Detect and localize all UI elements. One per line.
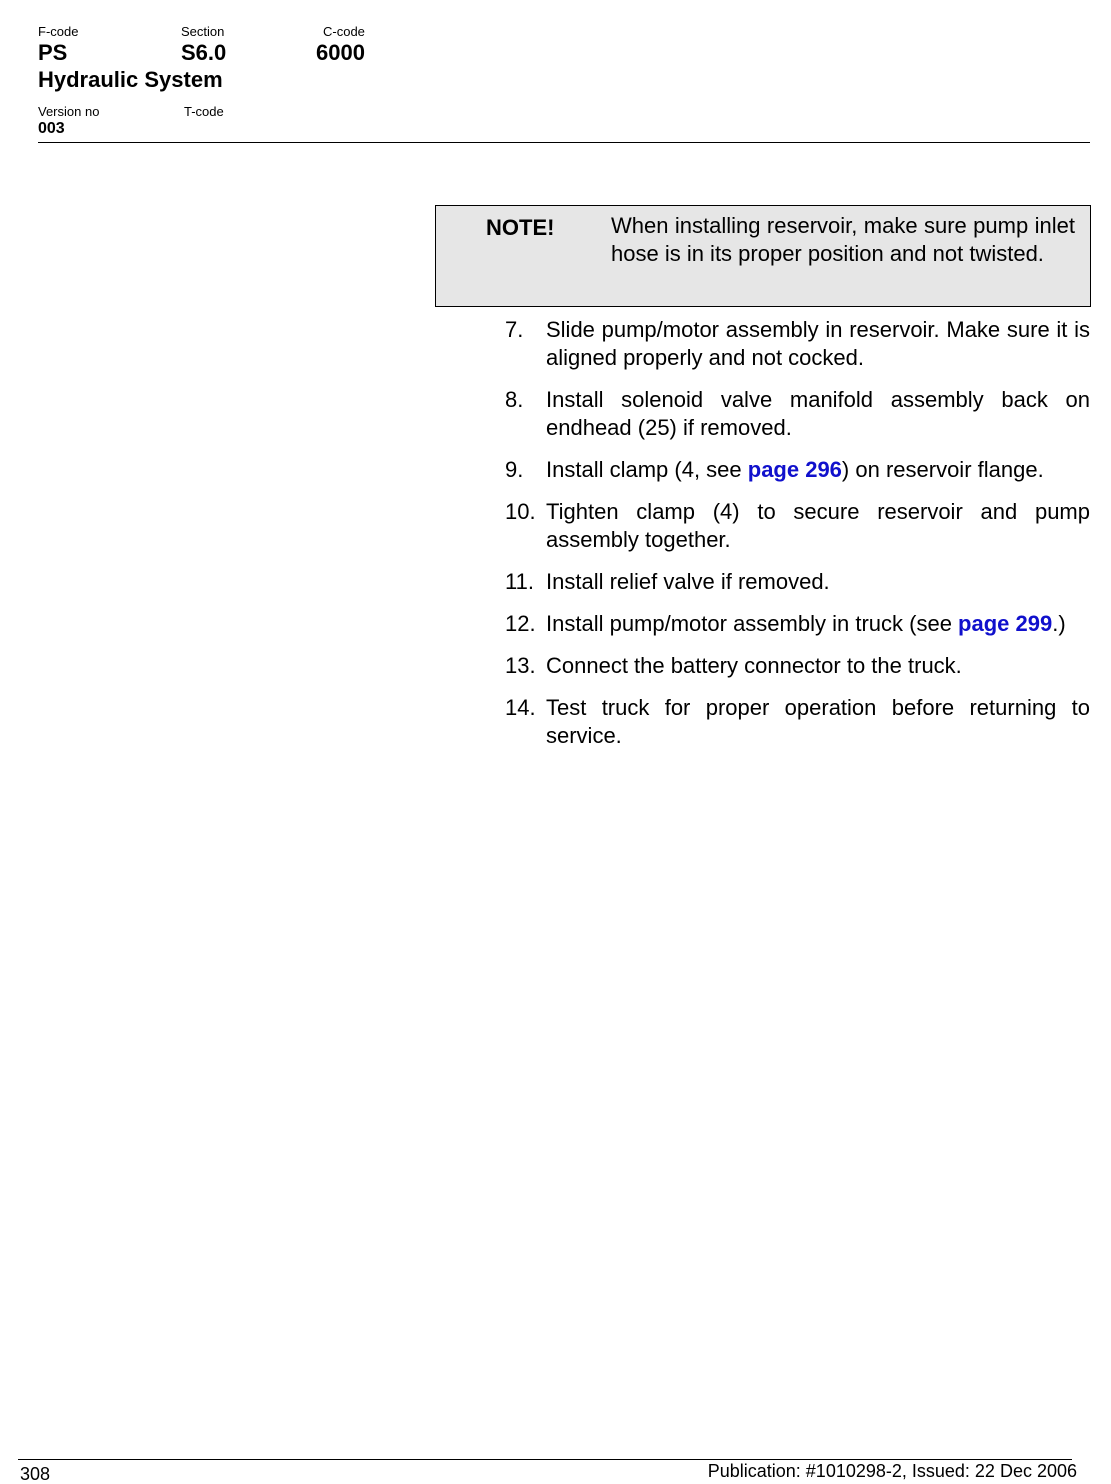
fcode-value: PS xyxy=(38,40,68,65)
step-item xyxy=(505,610,1090,638)
step-text: Connect the battery connector to the truck. xyxy=(546,653,962,678)
page-link[interactable]: page 296 xyxy=(747,457,842,482)
step-text-before: Install clamp (4, see xyxy=(546,457,748,482)
step-item xyxy=(505,652,1090,680)
step-number: 8. xyxy=(505,387,524,412)
step-number: 7. xyxy=(505,317,524,342)
step-number: 9. xyxy=(505,457,524,482)
publication-info: Publication: #1010298-2, Issued: 22 Dec 2006 xyxy=(707,1461,1077,1481)
page-title: Hydraulic System xyxy=(38,67,223,92)
step-number: 14. xyxy=(505,695,536,720)
step-text-before: Install pump/motor assembly in truck (see xyxy=(546,611,959,636)
step-number: 13. xyxy=(505,653,536,678)
note-box xyxy=(435,205,1091,307)
tcode-label: T-code xyxy=(184,104,224,119)
version-value: 003 xyxy=(38,120,65,137)
step-number: 10. xyxy=(505,499,536,524)
page-number: 308 xyxy=(20,1464,51,1484)
fcode-label: F-code xyxy=(38,24,79,39)
step-number: 12. xyxy=(505,611,536,636)
step-item xyxy=(505,694,1090,750)
step-item xyxy=(505,316,1090,372)
page-link[interactable]: page 299 xyxy=(958,611,1053,636)
step-text-after: .) xyxy=(1052,611,1066,636)
ccode-label: C-code xyxy=(323,24,365,39)
step-text-after: ) on reservoir flange. xyxy=(841,457,1044,482)
header-divider xyxy=(38,142,1090,143)
step-number: 11. xyxy=(505,569,534,594)
ccode-value: 6000 xyxy=(316,40,365,65)
step-text: Slide pump/motor assembly in reservoir. Make sure it is aligned properly and not cocked. xyxy=(546,317,1090,370)
step-text: Install relief valve if removed. xyxy=(546,569,830,594)
note-text: When installing reservoir, make sure pump inlet hose is in its proper position and not twisted. xyxy=(611,213,1075,266)
step-item xyxy=(505,568,1090,596)
section-value: S6.0 xyxy=(181,40,227,65)
step-item xyxy=(505,456,1090,484)
step-item xyxy=(505,386,1090,442)
step-text: Test truck for proper operation before returning to service. xyxy=(546,695,1090,748)
version-label: Version no xyxy=(38,104,100,119)
step-item xyxy=(505,498,1090,554)
footer-divider xyxy=(18,1459,1072,1460)
step-text: Install solenoid valve manifold assembly back on endhead (25) if removed. xyxy=(546,387,1090,440)
note-label: NOTE! xyxy=(486,215,555,240)
step-text xyxy=(546,611,1066,636)
step-text: Tighten clamp (4) to secure reservoir and pump assembly together. xyxy=(546,499,1090,552)
procedure-steps xyxy=(505,316,1090,764)
step-text xyxy=(546,457,1044,482)
section-label: Section xyxy=(181,24,225,39)
